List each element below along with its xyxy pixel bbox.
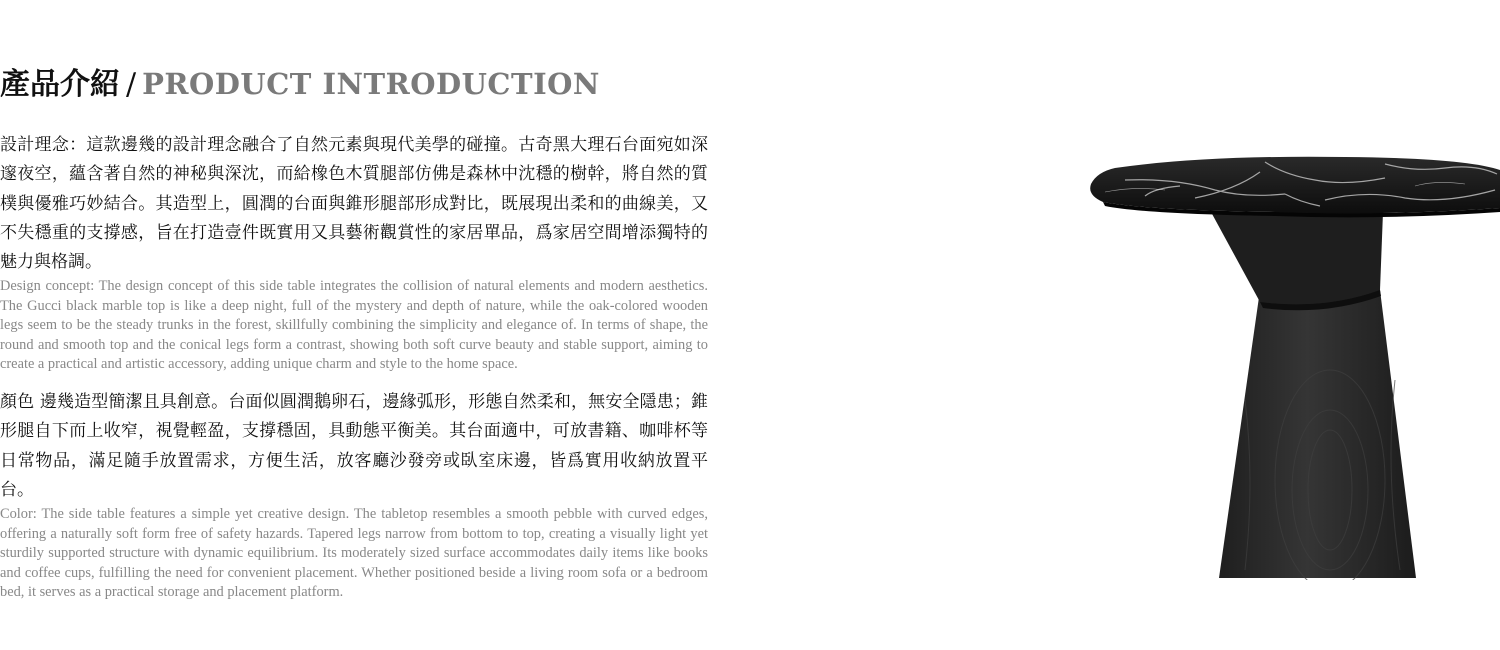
design-concept-section — [0, 131, 708, 375]
page-title — [0, 64, 600, 105]
color-en: Color: The side table features a simple yet creative design. The tabletop resembles a smooth pebble with curved edges, offering a naturally soft form free of safety hazards. Tapered legs narrow from bottom to top, creating a visually light yet sturdily supported structure with dynamic equilibrium. Its moderately sized surface accommodates daily items like books and coffee cups, fulfilling the need for convenient placement. Whether positioned beside a living room sofa or a bedroom bed, it serves as a practical storage and placement platform. — [0, 506, 708, 601]
page-title-zh: 產品介紹 — [0, 67, 120, 102]
color-section — [0, 388, 708, 603]
design-concept-zh: 設計理念：這款邊幾的設計理念融合了自然元素與現代美學的碰撞。古奇黑大理石台面宛如深邃夜空，蘊含著自然的神秘與深沈，而給橡色木質腿部仿佛是森林中沈穩的樹幹，將自然的質樸與優雅巧妙結合。其造型上，圓潤的台面與錐形腿部形成對比，既展現出柔和的曲線美，又不失穩重的支撐感，旨在打造壹件既實用又具藝術觀賞性的家居單品，爲家居空間增添獨特的魅力與格調。 — [0, 135, 708, 273]
title-separator: / — [126, 67, 137, 102]
table-leg-upper — [1211, 212, 1383, 304]
product-image — [1085, 150, 1500, 580]
color-zh: 顏色 邊幾造型簡潔且具創意。台面似圓潤鵝卵石，邊緣弧形，形態自然柔和，無安全隱患；錐形腿自下而上收窄，視覺輕盈，支撐穩固，具動態平衡美。其台面適中，可放書籍、咖啡杯等日常物品，滿足隨手放置需求，方便生活，放客廳沙發旁或臥室床邊，皆爲實用收納放置平台。 — [0, 392, 708, 500]
side-table-illustration — [1085, 150, 1500, 580]
page-title-en: PRODUCT INTRODUCTION — [142, 67, 600, 101]
design-concept-en: Design concept: The design concept of this side table integrates the collision of natural elements and modern aesthetics. The Gucci black marble top is like a deep night, full of the mystery and depth of nature, while the oak-colored wooden legs seem to be the steady trunks in the forest, skillfully combining the simplicity and elegance of. In terms of shape, the round and smooth top and the conical legs form a contrast, showing both soft curve beauty and stable support, aiming to create a practical and artistic accessory, adding unique charm and style to the home space. — [0, 278, 708, 373]
marble-tabletop — [1090, 157, 1500, 214]
